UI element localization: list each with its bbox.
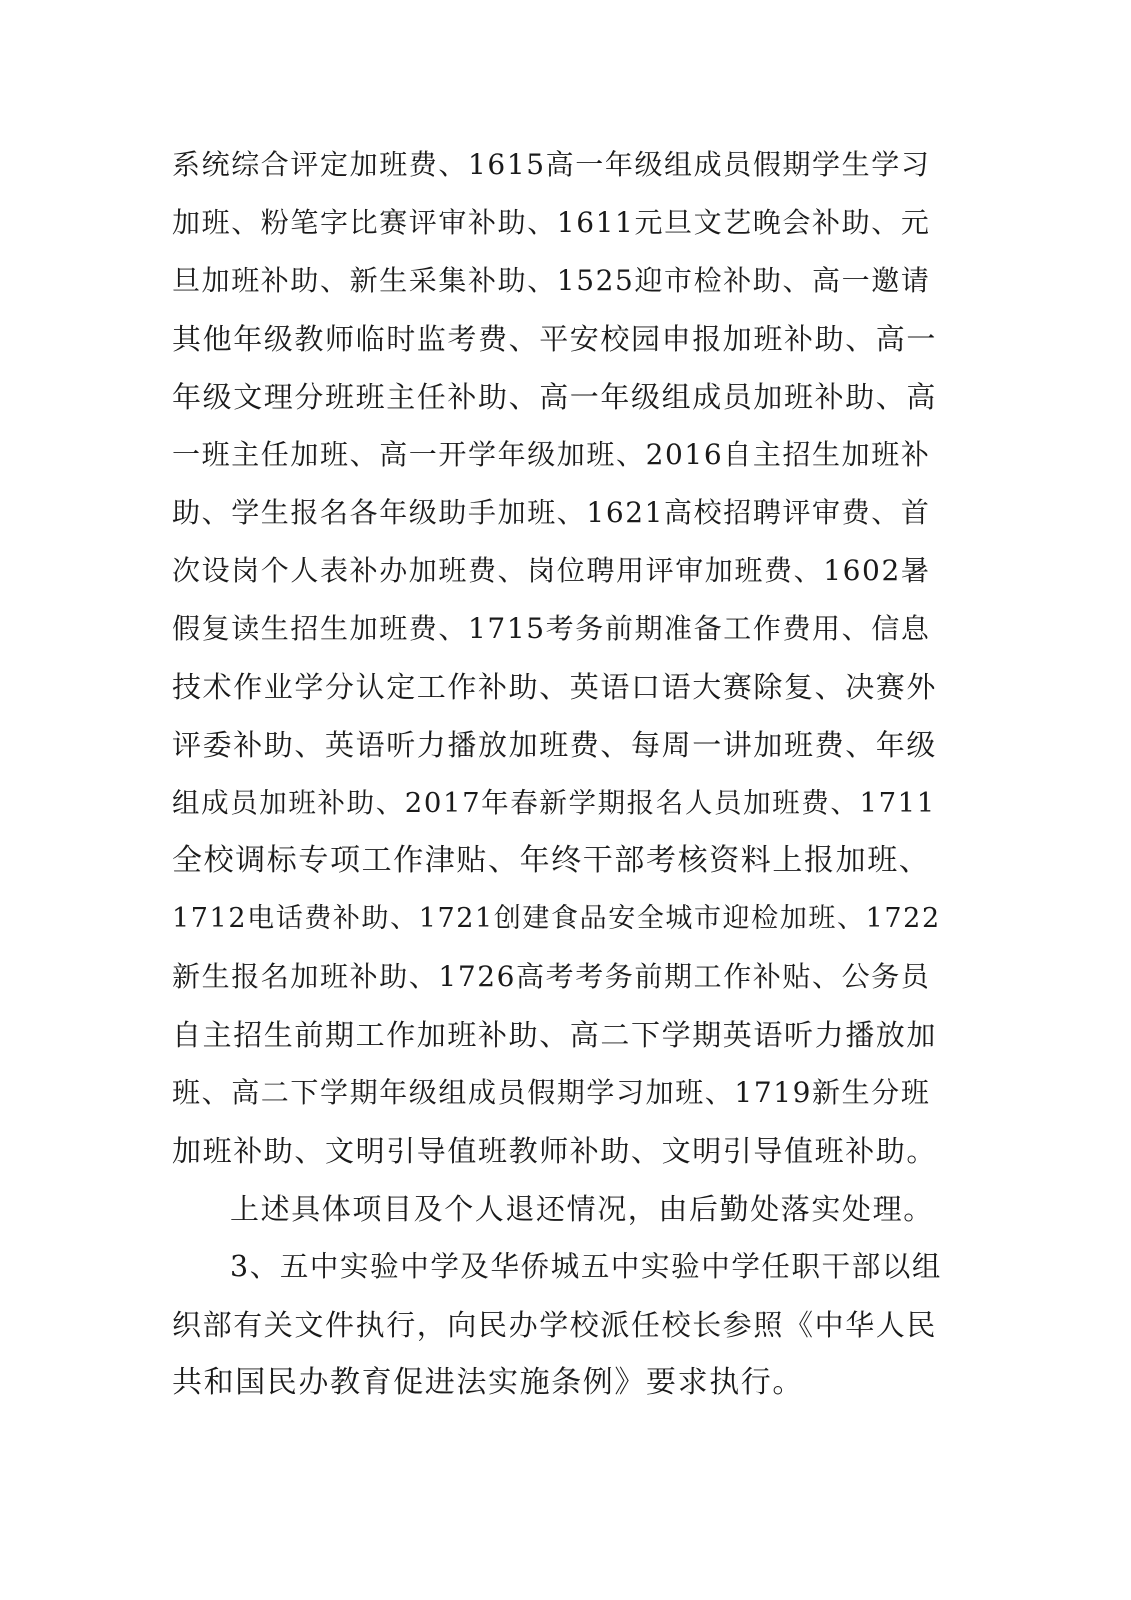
body-text-line: 次设岗个人表补办加班费、岗位聘用评审加班费、1602暑 xyxy=(172,554,931,587)
paragraph-first-line: 上述具体项目及个人退还情况，由后勤处落实处理。 xyxy=(230,1192,934,1226)
body-text-line: 年级文理分班班主任补助、高一年级组成员加班补助、高 xyxy=(172,380,938,414)
body-text-line: 加班补助、文明引导值班教师补助、文明引导值班补助。 xyxy=(172,1134,938,1168)
body-text-line: 技术作业学分认定工作补助、英语口语大赛除复、决赛外 xyxy=(172,670,938,704)
body-text-line: 织部有关文件执行，向民办学校派任校长参照《中华人民 xyxy=(172,1308,938,1342)
paragraph-first-line: 3、五中实验中学及华侨城五中实验中学任职干部以组 xyxy=(230,1250,943,1283)
body-text-line: 班、高二下学期年级组成员假期学习加班、1719新生分班 xyxy=(172,1076,931,1109)
body-text-line: 自主招生前期工作加班补助、高二下学期英语听力播放加 xyxy=(172,1018,938,1052)
body-text-line: 其他年级教师临时监考费、平安校园申报加班补助、高一 xyxy=(172,322,938,356)
body-text-line: 加班、粉笔字比赛评审补助、1611元旦文艺晚会补助、元 xyxy=(172,206,931,239)
body-text-line: 全校调标专项工作津贴、年终干部考核资料上报加班、 xyxy=(172,843,931,878)
body-text-line: 旦加班补助、新生采集补助、1525迎市检补助、高一邀请 xyxy=(172,264,931,297)
body-text-line: 系统综合评定加班费、1615高一年级组成员假期学生学习 xyxy=(172,148,931,181)
body-text-line: 评委补助、英语听力播放加班费、每周一讲加班费、年级 xyxy=(172,728,938,762)
body-text-line: 1712电话费补助、1721创建食品安全城市迎检加班、1722 xyxy=(172,903,941,934)
body-text-line: 一班主任加班、高一开学年级加班、2016自主招生加班补 xyxy=(172,438,931,471)
body-text-line: 新生报名加班补助、1726高考考务前期工作补贴、公务员 xyxy=(172,960,931,993)
body-text-line: 共和国民办教育促进法实施条例》要求执行。 xyxy=(172,1365,804,1400)
body-text-line: 组成员加班补助、2017年春新学期报名人员加班费、1711 xyxy=(172,787,936,819)
body-text-line: 假复读生招生加班费、1715考务前期准备工作费用、信息 xyxy=(172,612,931,645)
body-text-line: 助、学生报名各年级助手加班、1621高校招聘评审费、首 xyxy=(172,496,931,529)
